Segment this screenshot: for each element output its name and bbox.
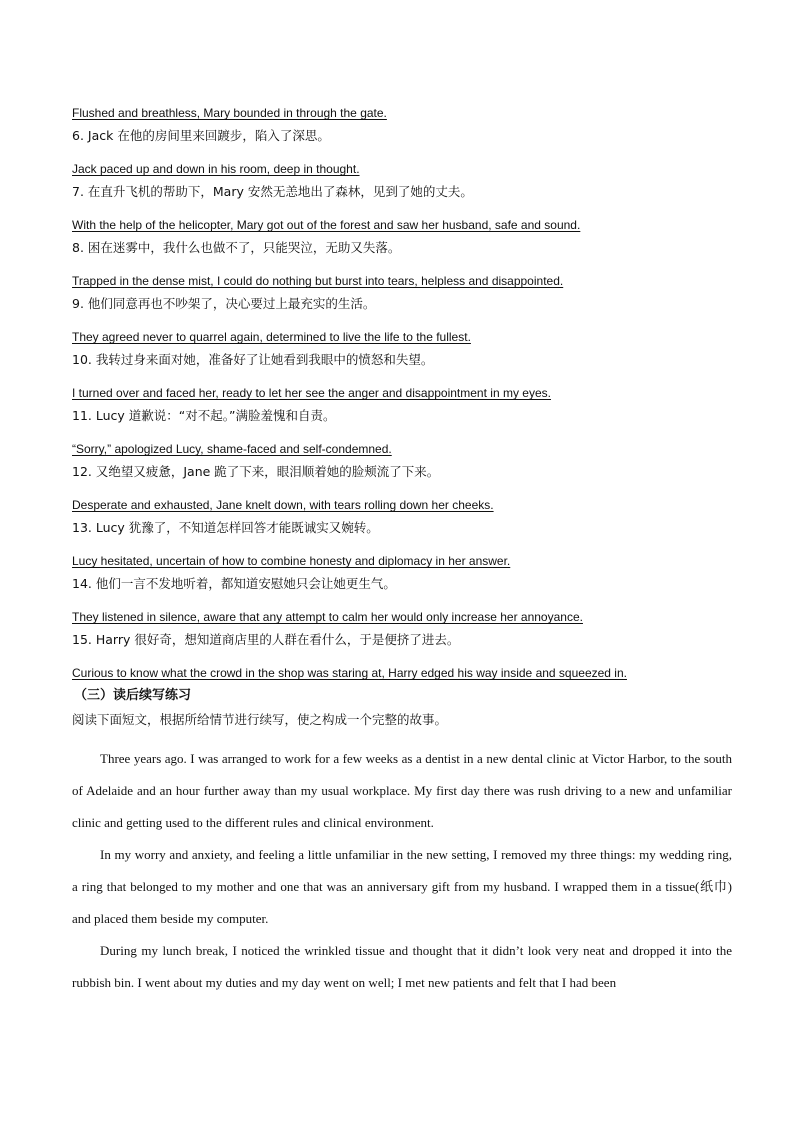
prompt-line-11: 11. Lucy 道歉说：“对不起。”满脸羞愧和自责。	[72, 408, 336, 423]
section-title: （三）读后续写练习	[74, 688, 192, 703]
answer-line-14: They listened in silence, aware that any attempt to calm her would only increase her annoyance.	[72, 610, 583, 624]
document-content	[72, 104, 732, 999]
prompt-line-13: 13. Lucy 犹豫了，不知道怎样回答才能既诚实又婉转。	[72, 520, 379, 535]
prompt-line-9: 9. 他们同意再也不吵架了，决心要过上最充实的生活。	[72, 296, 376, 311]
answer-line-7: With the help of the helicopter, Mary got out of the forest and saw her husband, safe and sound.	[72, 218, 581, 232]
prompt-line-15: 15. Harry 很好奇，想知道商店里的人群在看什么，于是便挤了进去。	[72, 632, 460, 647]
answer-line-9: They agreed never to quarrel again, determined to live the life to the fullest.	[72, 330, 471, 344]
prompt-line-6: 6. Jack 在他的房间里来回踱步，陷入了深思。	[72, 128, 330, 143]
answer-line-11: “Sorry,” apologized Lucy, shame-faced and self-condemned.	[72, 442, 392, 456]
answer-line-6: Jack paced up and down in his room, deep in thought.	[72, 162, 360, 176]
story-paragraph-1: Three years ago. I was arranged to work for a few weeks as a dentist in a new dental clinic at Victor Harbor, to the south of Adelaide and an hour further away than my usual workplace. My first day there was rush driving to a new and unfamiliar clinic and getting used to the different rules and clinical environment.	[72, 751, 732, 830]
answer-line-8: Trapped in the dense mist, I could do nothing but burst into tears, helpless and disappointed.	[72, 274, 564, 288]
answer-line-10: I turned over and faced her, ready to let her see the anger and disappointment in my eyes.	[72, 386, 551, 400]
prompt-line-7: 7. 在直升飞机的帮助下，Mary 安然无恙地出了森林，见到了她的丈夫。	[72, 184, 473, 199]
answer-line-15: Curious to know what the crowd in the shop was staring at, Harry edged his way inside and squeezed in.	[72, 666, 627, 680]
answer-line-12: Desperate and exhausted, Jane knelt down, with tears rolling down her cheeks.	[72, 498, 494, 512]
prompt-line-14: 14. 他们一言不发地听着，都知道安慰她只会让她更生气。	[72, 576, 396, 591]
answer-line-5: Flushed and breathless, Mary bounded in through the gate.	[72, 106, 387, 120]
story-paragraph-2: In my worry and anxiety, and feeling a little unfamiliar in the new setting, I removed my three things: my wedding ring, a ring that belonged to my mother and one that was an anniversary gift from my husband. I wrapped them in a tissue(纸巾) and placed them beside my computer.	[72, 847, 732, 926]
prompt-line-12: 12. 又绝望又疲惫，Jane 跪了下来，眼泪顺着她的脸颊流了下来。	[72, 464, 440, 479]
prompt-line-10: 10. 我转过身来面对她，准备好了让她看到我眼中的愤怒和失望。	[72, 352, 434, 367]
section-instruction: 阅读下面短文，根据所给情节进行续写，使之构成一个完整的故事。	[72, 712, 448, 727]
prompt-line-8: 8. 困在迷雾中，我什么也做不了，只能哭泣，无助又失落。	[72, 240, 401, 255]
story-paragraph-3: During my lunch break, I noticed the wrinkled tissue and thought that it didn’t look very neat and dropped it into the rubbish bin. I went about my duties and my day went on well; I met new patients and felt that I had been	[72, 943, 732, 990]
answer-line-13: Lucy hesitated, uncertain of how to combine honesty and diplomacy in her answer.	[72, 554, 511, 568]
